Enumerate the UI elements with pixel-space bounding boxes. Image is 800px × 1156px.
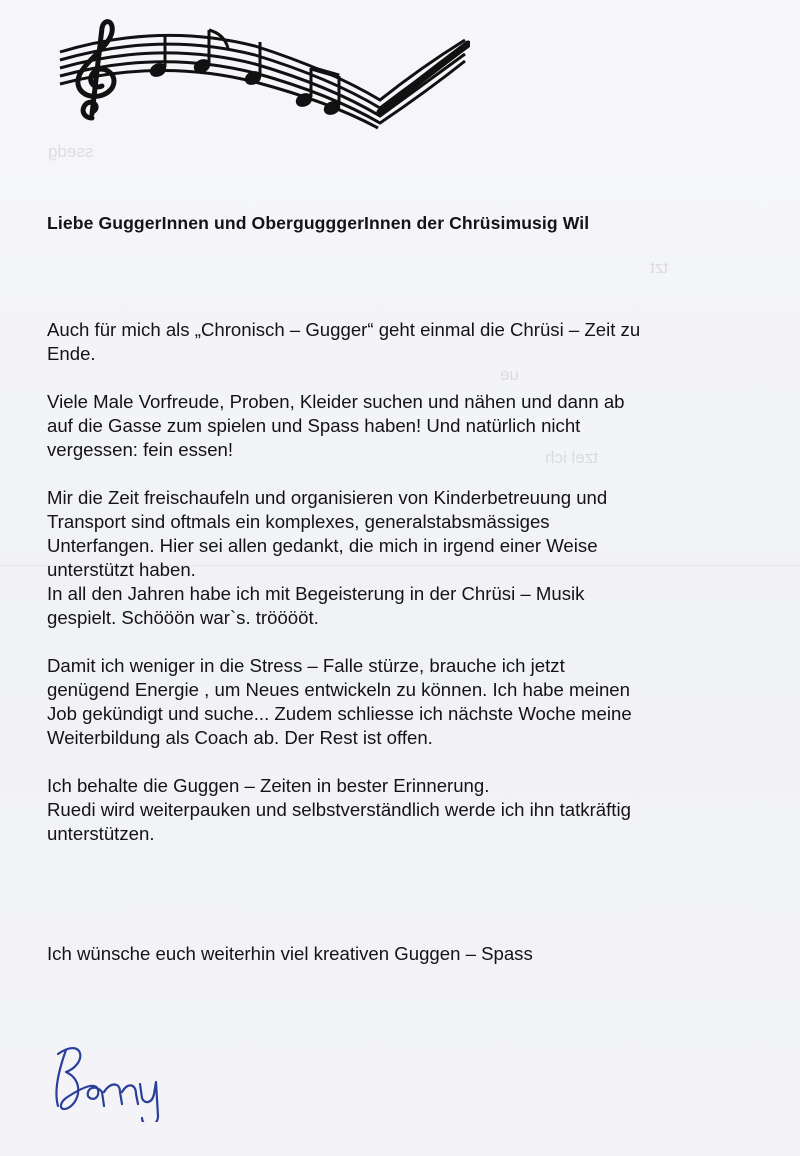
letter-greeting: Liebe GuggerInnen und ObergugggerInnen der Chrüsimusig Wil: [47, 213, 590, 233]
paragraph: Viele Male Vorfreude, Proben, Kleider suchen und nähen und dann ab auf die Gasse zum spielen und Spass haben! Und natürlich nicht vergessen: fein essen!: [47, 391, 625, 460]
paragraph: In all den Jahren habe ich mit Begeisterung in der Chrüsi – Musik gespielt. Schööön war`s. trööööt.: [47, 583, 585, 628]
letter-closing: Ich wünsche euch weiterhin viel kreativen Guggen – Spass: [47, 943, 533, 964]
paragraph: Ich behalte die Guggen – Zeiten in bester Erinnerung. Ruedi wird weiterpauken und selbstverständlich werde ich ihn tatkräftig unterstützen.: [47, 775, 631, 844]
bleed-through-line: tzel ich: [545, 448, 598, 467]
paragraph: Damit ich weniger in die Stress – Falle stürze, brauche ich jetzt genügend Energie , um Neues entwickeln zu können. Ich habe meinen Job gekündigt und suche... Zudem schliesse ich nächste Woche meine Weiterbildung als Coach ab. Der Rest ist offen.: [47, 655, 632, 748]
paragraph: Auch für mich als „Chronisch – Gugger“ geht einmal die Chrüsi – Zeit zu Ende.: [47, 319, 641, 364]
handwritten-signature: [44, 1032, 184, 1122]
bleed-through-line: tzt: [650, 258, 668, 277]
paragraph: Mir die Zeit freischaufeln und organisieren von Kinderbetreuung und Transport sind oftmals ein komplexes, generalstabsmässiges Unterfangen. Hier sei allen gedankt, die mich in irgend einer Weise unterstützt haben.: [47, 487, 608, 580]
music-staff-icon: [40, 14, 470, 134]
treble-clef-icon: [78, 22, 114, 118]
bleed-through-line: ue: [500, 365, 519, 384]
letter-body: [47, 318, 775, 966]
bleed-through-line: ssedg: [48, 142, 94, 161]
